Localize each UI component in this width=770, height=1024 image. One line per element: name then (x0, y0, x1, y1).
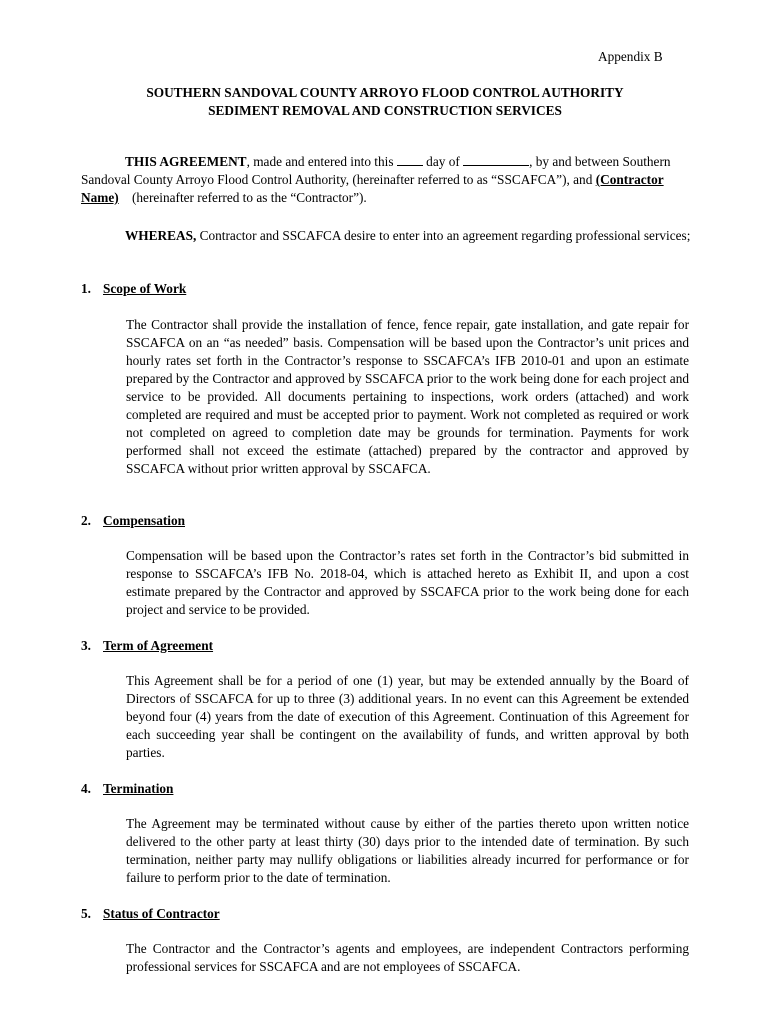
section-heading-term (81, 637, 213, 655)
agreement-intro (81, 153, 696, 207)
section-body-termination: The Agreement may be terminated without cause by either of the parties thereto upon written notice delivered to the other party at least thirty (30) days prior to the intended date of termination. By such termination, neither party may nullify obligations or liabilities already incurred for performance or for failure to perform prior to the date of termination. (126, 816, 689, 885)
section-heading-status (81, 905, 220, 923)
section-number: 1. (81, 281, 91, 296)
section-heading-termination (81, 780, 173, 798)
section-body-compensation: Compensation will be based upon the Contractor’s rates set forth in the Contractor’s bid submitted in response to SSCAFCA’s IFB No. 2018-04, which is attached hereto as Exhibit II, and upon a cost estimate prepared by the Contractor and approved by SSCAFCA prior to the work being done for each project and service to be provided. (126, 548, 689, 617)
whereas-lead: WHEREAS, (125, 228, 197, 243)
intro-text3: , by and between Southern Sandoval County Arroyo Flood Control Authority, (hereinafter referred to as “SSCAFCA”), and (81, 154, 671, 187)
section-body-scope: The Contractor shall provide the installation of fence, fence repair, gate installation, and gate repair for SSCAFCA on an “as needed” basis. Compensation will be based upon the Contractor’s unit prices and hourly rates set forth in the Contractor’s response to SSCAFCA’s IFB 2010-01 and upon an estimate prepared by the Contractor and approved by SSCAFCA prior to the work being done for each project and service to be provided. All documents pertaining to inspections, work orders (attached) and work completed are required and must be accepted prior to payment. Work not completed as required or work not completed on agreed to completion date may be grounds for termination. Payments for work performed shall not exceed the estimate (attached) prepared by the contractor and approved by SSCAFCA without prior written approval by SSCAFCA. (126, 317, 689, 476)
section-number: 3. (81, 638, 91, 653)
contractor-name: (Contractor Name) (81, 172, 664, 205)
section-body-status: The Contractor and the Contractor’s agents and employees, are independent Contractors performing professional services for SSCAFCA and are not employees of SSCAFCA. (126, 941, 689, 974)
whereas-text: Contractor and SSCAFCA desire to enter into an agreement regarding professional services; (196, 228, 691, 243)
section-body-term: This Agreement shall be for a period of one (1) year, but may be extended annually by the Board of Directors of SSCAFCA for up to three (3) additional years. In no event can this Agreement be extended beyond four (4) years from the date of execution of this Agreement. Continuation of this Agreement for each succeeding year shall be contingent on the availability of funds, and written approval by both parties. (126, 673, 689, 760)
intro-text4: (hereinafter referred to as the “Contractor”). (118, 190, 367, 205)
appendix-label: Appendix B (598, 49, 663, 64)
month-blank (463, 153, 529, 166)
whereas-clause (81, 227, 696, 245)
section-title: Compensation (103, 513, 186, 528)
section-title: Status of Contractor (103, 906, 220, 921)
section-heading-compensation (81, 512, 185, 530)
section-title: Scope of Work (103, 281, 187, 296)
section-title: Term of Agreement (103, 638, 214, 653)
section-number: 4. (81, 781, 91, 796)
section-number: 5. (81, 906, 91, 921)
document-title-line1: SOUTHERN SANDOVAL COUNTY ARROYO FLOOD CONTROL AUTHORITY (146, 85, 624, 100)
day-blank (397, 153, 423, 166)
intro-text2: day of (422, 154, 464, 169)
section-title: Termination (103, 781, 174, 796)
section-heading-scope (81, 280, 186, 298)
section-number: 2. (81, 513, 91, 528)
document-title-line2: SEDIMENT REMOVAL AND CONSTRUCTION SERVICES (208, 103, 562, 118)
intro-text1: , made and entered into this (246, 154, 397, 169)
intro-lead: THIS AGREEMENT (125, 154, 247, 169)
